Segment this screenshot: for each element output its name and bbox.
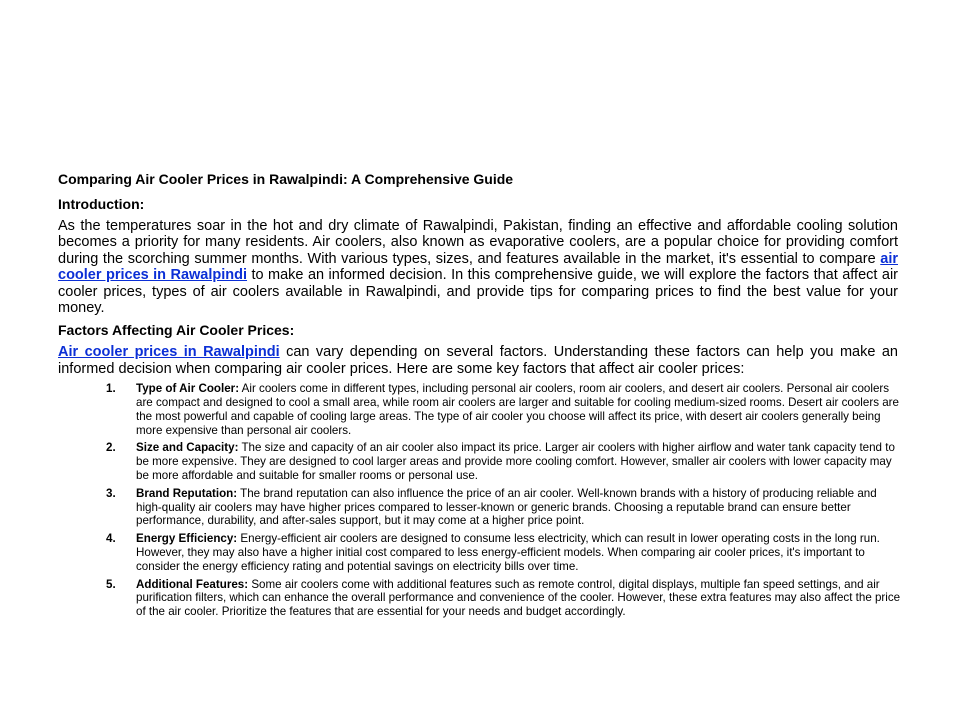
- factors-heading: Factors Affecting Air Cooler Prices:: [58, 322, 295, 339]
- factor-lead: Energy Efficiency:: [136, 532, 238, 546]
- intro-heading: Introduction:: [58, 196, 145, 212]
- intro-paragraph: [58, 218, 898, 316]
- factor-text: Air coolers come in different types, including personal air coolers, room air coolers, and desert air coolers. Personal air coolers are compact and designed to cool a small area, while room air coolers are larger and suitable for cooling medium-sized rooms. Desert air coolers are the most powerful and capable of cooling large areas. The type of air cooler you choose will affect its price, with desert air coolers generally being more expensive than personal air coolers.: [136, 382, 899, 437]
- factors-intro-text: can vary depending on several factors. Understanding these factors can help you make an informed decision when comparing air cooler prices. Here are some key factors that affect air cooler prices:: [58, 344, 898, 377]
- list-number: 2.: [106, 441, 116, 455]
- intro-text-after-link: to make an informed decision. In this comprehensive guide, we will explore the factors that affect air cooler prices, types of air coolers available in Rawalpindi, and provide tips for comparing prices to find the best value for your money.: [58, 267, 898, 317]
- factor-text: Energy-efficient air coolers are designed to consume less electricity, which can result in lower operating costs in the long run. However, they may also have a higher initial cost compared to less energy-efficient models. When comparing air cooler prices, it's important to consider the energy efficiency rating and potential savings on electricity bills over time.: [136, 532, 880, 573]
- list-item: [58, 487, 902, 528]
- list-item: [58, 532, 902, 573]
- intro-text-before-link: As the temperatures soar in the hot and dry climate of Rawalpindi, Pakistan, finding an effective and affordable cooling solution becomes a priority for many residents. Air coolers, also known as evaporative coolers, are a popular choice for providing comfort during the scorching summer months. With various types, sizes, and features available in the market, it's essential to compare: [58, 218, 898, 267]
- factor-lead: Type of Air Cooler:: [136, 382, 240, 396]
- factors-intro-paragraph: [58, 344, 898, 377]
- list-item: [58, 441, 902, 482]
- factor-lead: Size and Capacity:: [136, 441, 239, 455]
- factor-text: The brand reputation can also influence the price of an air cooler. Well-known brands with a history of producing reliable and high-quality air coolers may have higher prices compared to lesser-known or generic brands. Choosing a reputable brand can ensure better performance, durability, and after-sales support, but it may come at a higher price point.: [136, 486, 877, 528]
- list-item: [58, 382, 902, 437]
- list-number: 1.: [106, 382, 116, 396]
- air-cooler-prices-link-2[interactable]: Air cooler prices in Rawalpindi: [58, 344, 280, 361]
- air-cooler-prices-link[interactable]: air cooler prices in Rawalpindi: [58, 250, 898, 284]
- factors-list: [58, 382, 902, 619]
- article-title: Comparing Air Cooler Prices in Rawalpindi: A Comprehensive Guide: [58, 171, 514, 187]
- list-number: 4.: [106, 532, 116, 546]
- list-item: [58, 578, 902, 619]
- list-number: 5.: [106, 577, 116, 591]
- factor-lead: Brand Reputation:: [136, 486, 238, 500]
- article: [58, 170, 902, 623]
- factor-text: Some air coolers come with additional features such as remote control, digital displays, multiple fan speed settings, and air purification filters, which can enhance the overall performance and convenience of the cooler. However, these extra features may also affect the price of the air cooler. Prioritize the features that are essential for your needs and budget accordingly.: [136, 577, 901, 619]
- factor-lead: Additional Features:: [136, 577, 249, 591]
- factor-text: The size and capacity of an air cooler also impact its price. Larger air coolers with higher airflow and water tank capacity tend to be more expensive. They are designed to cool larger areas and provide more cooling comfort. However, smaller air coolers with lower capacity may be more affordable and suitable for smaller rooms or personal use.: [136, 441, 895, 483]
- list-number: 3.: [106, 486, 116, 500]
